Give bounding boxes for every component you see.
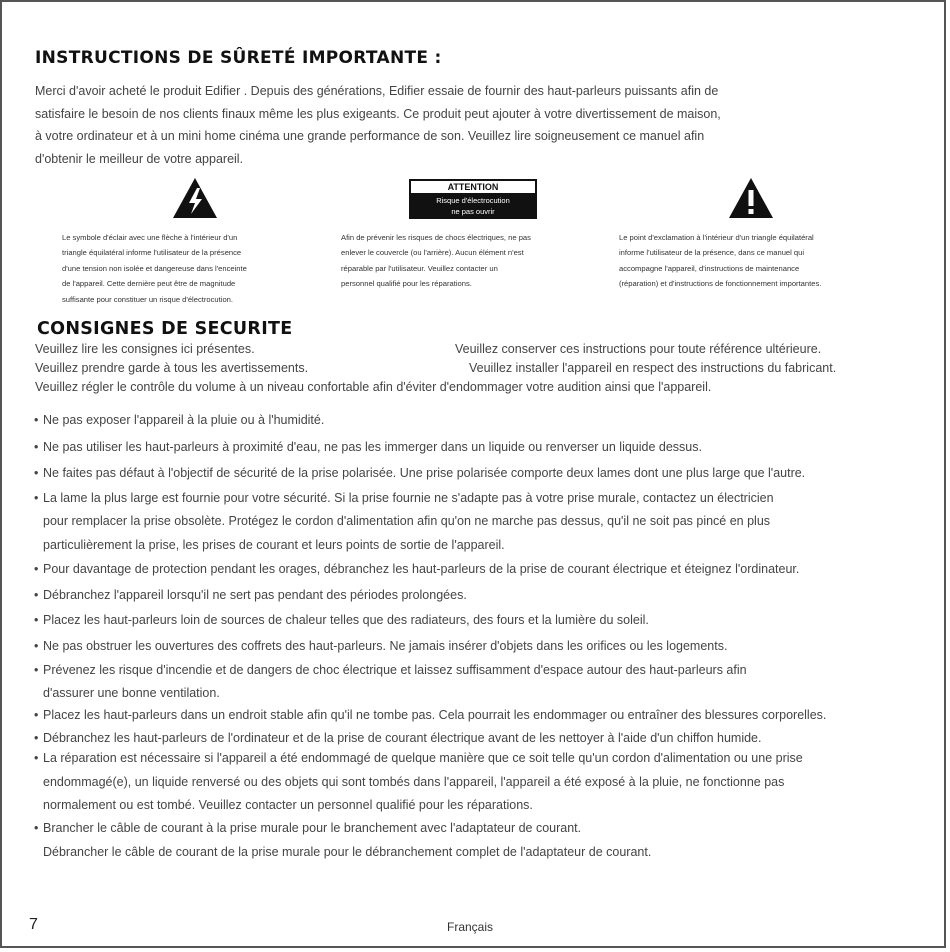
symbol-text-line: accompagne l'appareil, d'instructions de maintenance [619,263,800,273]
intro-line: satisfaire le besoin de nos clients finaux même les plus exigeants. Ce produit peut ajouter à votre divertissement de maison, [35,106,721,121]
list-item: • Pour davantage de protection pendant les orages, débranchez les haut-parleurs de la prise de courant électrique et éteignez l'ordinateur. [34,562,800,576]
list-item: • Ne pas obstruer les ouvertures des coffrets des haut-parleurs. Ne jamais insérer d'objets dans les orifices ou les logements. [34,639,728,653]
list-item: • Débranchez l'appareil lorsqu'il ne sert pas pendant des périodes prolongées. [34,588,467,602]
list-item-continuation: normalement ou est tombé. Veuillez contacter un personnel qualifié pour les réparations. [43,798,533,812]
symbol-text-line: (réparation) et d'instructions de fonctionnement importantes. [619,279,822,289]
symbol-text-line: de l'appareil. Cette dernière peut être de magnitude [62,279,236,289]
symbol-text-line: Afin de prévenir les risques de chocs électriques, ne pas [341,233,531,242]
consigne-text: Veuillez régler le contrôle du volume à un niveau confortable afin d'éviter d'endommager votre audition ainsi que l'appareil. [35,380,712,394]
list-item: • Placez les haut-parleurs loin de sources de chaleur telles que des radiateurs, des fours et la lumière du soleil. [34,613,649,627]
symbol-explanation-left [62,230,247,307]
symbol-text-line: enlever le couvercle (ou l'arrière). Aucun élément n'est [341,248,524,258]
list-item-continuation: Débrancher le câble de courant de la prise murale pour le débranchement complet de l'adaptateur de courant. [43,845,652,859]
consigne-text: Veuillez installer l'appareil en respect des instructions du fabricant. [469,361,837,375]
attention-body [411,194,535,219]
symbol-text-line: personnel qualifié pour les réparations. [341,279,472,289]
consigne-text: Veuillez lire les consignes ici présentes. [35,342,255,356]
symbol-explanation-middle [341,230,531,292]
page-heading: INSTRUCTIONS DE SÛRETÉ IMPORTANTE : [35,48,442,68]
list-item: • Ne pas exposer l'appareil à la pluie ou à l'humidité. [34,413,325,427]
lightning-warning-icon [172,177,218,219]
consigne-text: Veuillez prendre garde à tous les avertissements. [35,361,309,375]
attention-line: Risque d'électrocution [436,196,510,205]
list-item-continuation: d'assurer une bonne ventilation. [43,686,220,700]
symbol-text-line: Le symbole d'éclair avec une flèche à l'intérieur d'un [62,233,238,242]
intro-paragraph [35,80,835,170]
list-item: • Prévenez les risque d'incendie et de dangers de choc électrique et laissez suffisamment d'espace autour des haut-parleurs afin [34,663,747,677]
list-item-continuation: endommagé(e), un liquide renversé ou des objets qui sont tombés dans l'appareil, l'appareil a été exposé à la pluie, ne fonctionne pas [43,775,785,789]
attention-label [409,179,537,219]
exclamation-warning-icon [728,177,774,219]
list-item: • La lame la plus large est fournie pour votre sécurité. Si la prise fournie ne s'adapte pas à votre prise murale, contactez un électricien [34,491,774,505]
intro-line: Merci d'avoir acheté le produit Edifier . Depuis des générations, Edifier essaie de fournir des haut-parleurs puissants afin de [35,84,719,98]
list-item-continuation: pour remplacer la prise obsolète. Protégez le cordon d'alimentation afin qu'on ne marche pas dessus, qu'il ne soit pas pincé en plus [43,514,771,528]
list-item: • Placez les haut-parleurs dans un endroit stable afin qu'il ne tombe pas. Cela pourrait les endommager ou entraîner des blessures corporelles. [34,708,827,722]
list-item: • Brancher le câble de courant à la prise murale pour le branchement avec l'adaptateur de courant. [34,821,582,835]
list-item: • Ne faites pas défaut à l'objectif de sécurité de la prise polarisée. Une prise polarisée comporte deux lames dont une plus large que l'autre. [34,466,806,480]
symbol-explanation-right [619,230,821,292]
symbol-text-line: suffisante pour constituer un risque d'électrocution. [62,294,234,304]
safety-heading: CONSIGNES DE SECURITE [37,319,293,339]
symbol-text-line: Le point d'exclamation à l'intérieur d'un triangle équilatéral [619,233,814,242]
list-item-continuation: particulièrement la prise, les prises de courant et leurs points de sortie de l'appareil. [43,538,505,552]
symbol-text-line: d'une tension non isolée et dangereuse dans l'enceinte [62,263,247,273]
list-item: • Débranchez les haut-parleurs de l'ordinateur et de la prise de courant électrique avant de les nettoyer à l'aide d'un chiffon humide. [34,731,762,745]
list-item: • La réparation est nécessaire si l'appareil a été endommagé de quelque manière que ce soit telle qu'un cordon d'alimentation ou une prise [34,751,803,765]
intro-line: d'obtenir le meilleur de votre appareil. [35,151,244,166]
page-number: 7 [29,916,38,933]
symbol-text-line: informe l'utilisateur de la présence, dans ce manuel qui [619,248,805,258]
language-label: Français [447,920,494,934]
attention-line: ne pas ouvrir [451,207,495,216]
list-item: • Ne pas utiliser les haut-parleurs à proximité d'eau, ne pas les immerger dans un liquide ou renverser un liquide dessus. [34,440,702,454]
symbol-text-line: réparable par l'utilisateur. Veuillez contacter un [341,263,498,273]
intro-line: à votre ordinateur et à un mini home cinéma une grande performance de son. Veuillez lire soigneusement ce manuel afin [35,129,705,143]
attention-title: ATTENTION [411,181,535,194]
symbol-text-line: triangle équilatéral informe l'utilisateur de la présence [62,248,242,258]
consigne-text: Veuillez conserver ces instructions pour toute référence ultérieure. [455,342,822,356]
